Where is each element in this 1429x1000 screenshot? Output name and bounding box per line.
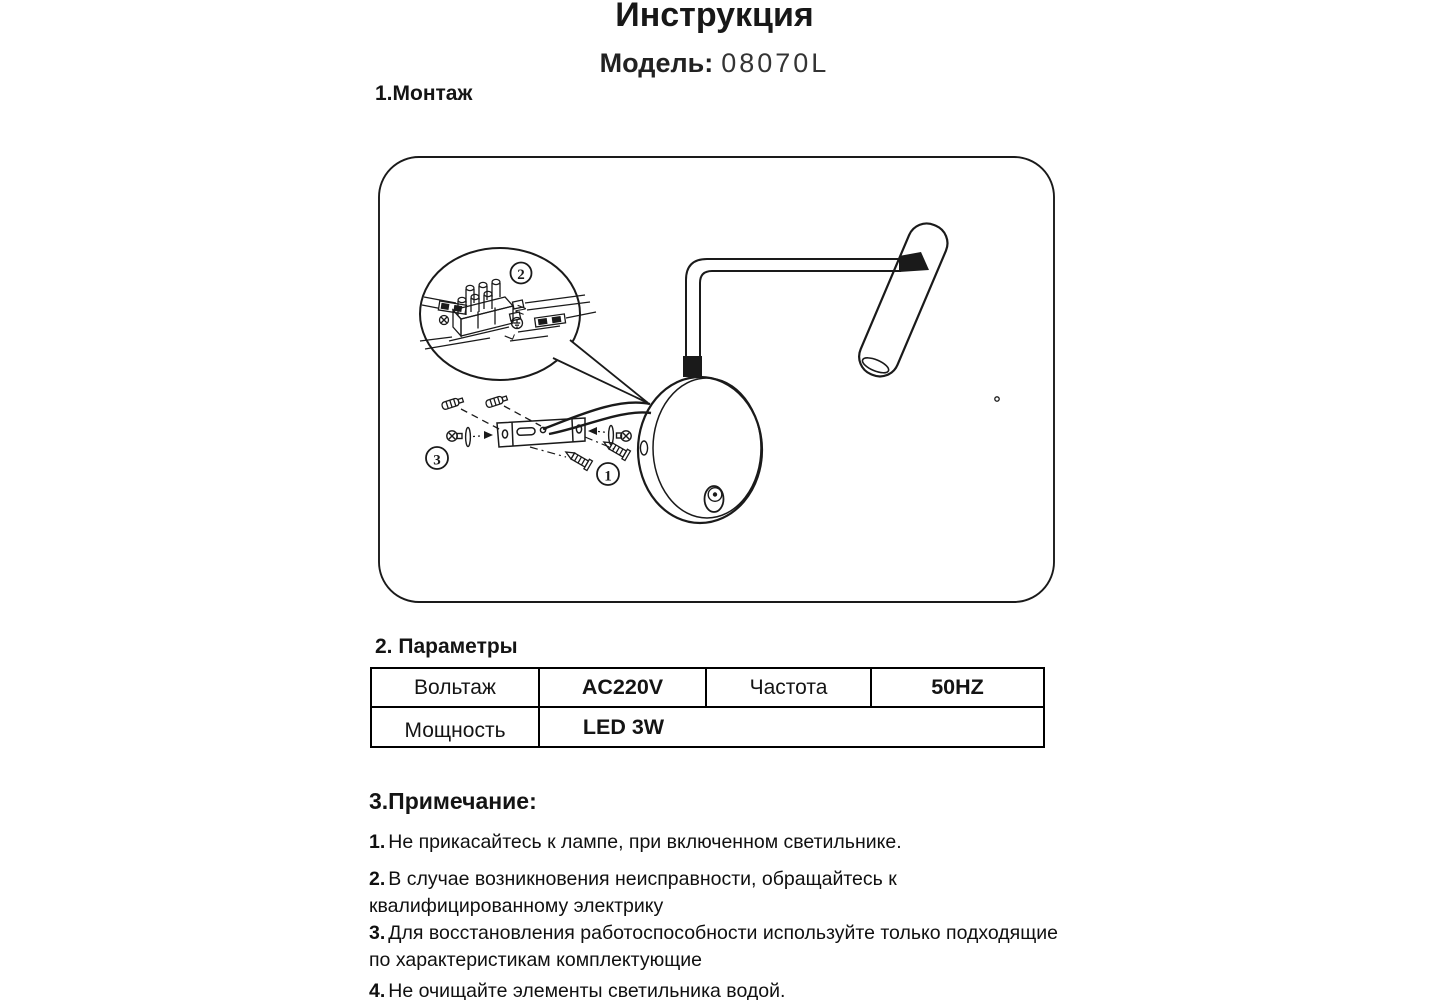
- note-number: 3.: [369, 922, 386, 944]
- terminal-label-l: L: [501, 329, 518, 342]
- note-number: 4.: [369, 980, 386, 1000]
- section-notes-heading: 3.Примечание:: [369, 788, 537, 814]
- model-label: Модель:: [599, 48, 714, 78]
- power-label-cell: Мощность: [372, 708, 540, 746]
- svg-text:1: 1: [604, 468, 612, 485]
- section-montage-heading: 1.Монтаж: [375, 82, 473, 105]
- params-table: [370, 667, 1045, 748]
- note-item-3: [369, 920, 1069, 974]
- svg-text:3: 3: [433, 452, 441, 469]
- note-number: 2.: [369, 868, 386, 890]
- frequency-label-cell: Частота: [707, 669, 872, 708]
- section-params-heading: 2. Параметры: [375, 635, 518, 658]
- frequency-value-cell: 50HZ: [872, 669, 1043, 708]
- arm-base-joint: [683, 356, 702, 377]
- note-text: Для восстановления работоспособности используйте только подходящие по характеристикам комплектующие: [369, 922, 1059, 971]
- model-line: [0, 47, 1429, 79]
- voltage-value-cell: AC220V: [540, 669, 707, 708]
- note-number: 1.: [369, 831, 386, 853]
- page-title: Инструкция: [615, 0, 814, 34]
- power-value-text: LED 3W: [582, 714, 665, 739]
- note-text: В случае возникновения неисправности, обращайтесь к квалифицированному электрику: [369, 868, 897, 917]
- note-item-2: [369, 866, 1069, 920]
- note-text: Не прикасайтесь к лампе, при включенном светильнике.: [388, 831, 902, 853]
- note-text: Не очищайте элементы светильника водой.: [388, 980, 786, 1000]
- note-item-1: [369, 829, 1069, 856]
- power-value-cell: [540, 708, 1043, 746]
- installation-diagram: [374, 152, 1060, 608]
- note-item-4: [369, 978, 1069, 1000]
- terminal-label-n: N: [511, 302, 530, 317]
- svg-text:2: 2: [517, 267, 525, 283]
- model-value: 08070L: [721, 48, 830, 78]
- voltage-label-cell: Вольтаж: [372, 669, 540, 708]
